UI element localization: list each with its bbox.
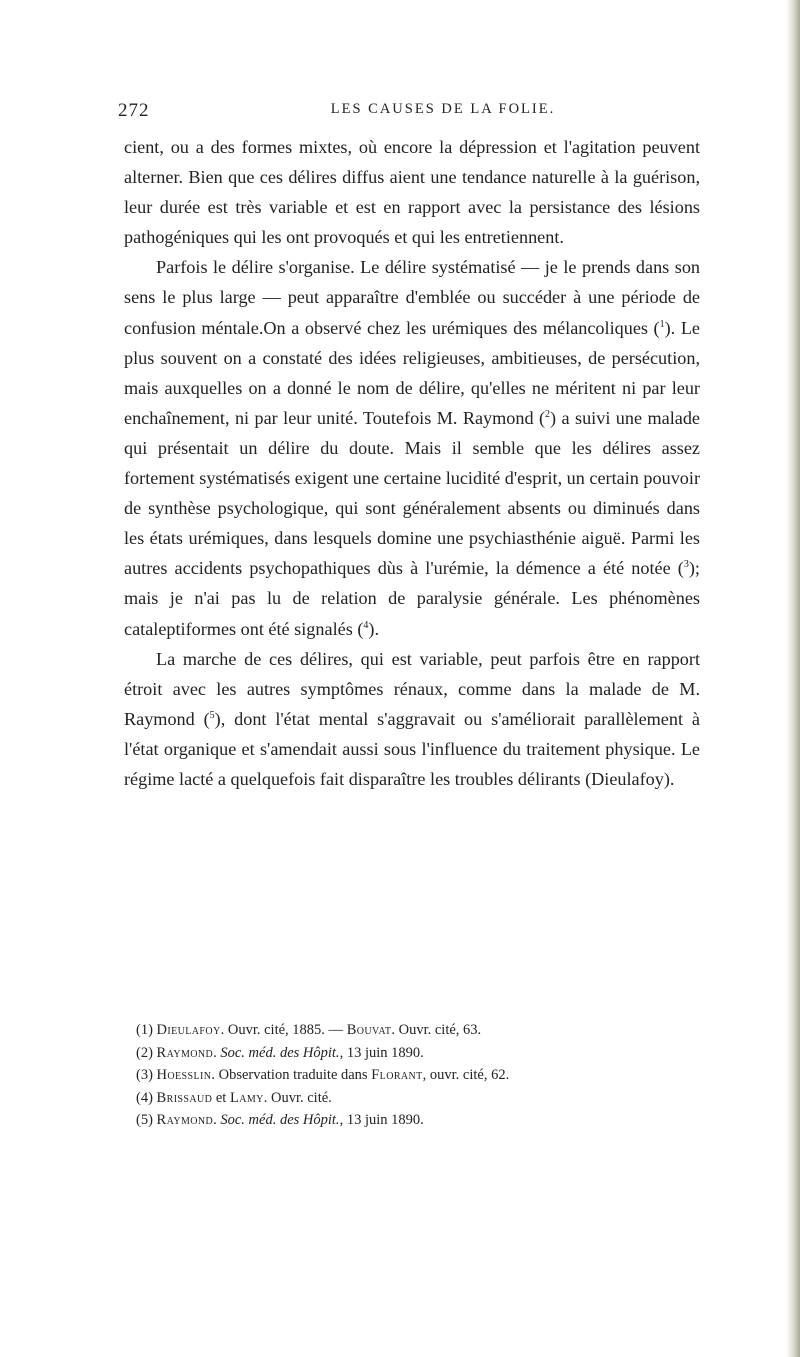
footnote-1: (1) Dieulafoy. Ouvr. cité, 1885. — Bouvat. Ouvr. cité, 63. xyxy=(136,1022,482,1038)
page-edge-shadow xyxy=(786,0,800,1357)
footnote-ref-1[interactable]: 1 xyxy=(659,318,665,330)
footnote-ref-4[interactable]: 4 xyxy=(363,619,369,631)
paragraph-2: Parfois le délire s'organise. Le délire systématisé — je le prends dans son sens le plus large — peut apparaître d'emblée ou succéder à une période de confusion méntale.On a observé chez les urémiques des mélancoliques ($^1$). Le plus souvent on a constaté des idées religieuses, ambitieuses, de persécution, mais auxquelles on a donné le nom de délire, qu'elles ne méritent ni par leur enchaînement, ni par leur unité. Toutefois M. Raymond ($^2$) a suivi une malade qui présentait un délire du doute. Mais il semble que les délires assez fortement systématisés exigent une certaine lucidité d'esprit, un certain pouvoir de synthèse psychologique, qui sont généralement absents ou diminués dans les états urémiques, dans lesquels domine une psychiasthénie aiguë. Parmi les autres accidents psychopathiques dùs à l'urémie, la démence a été notée ($^3$); mais je n'ai pas lu de relation de paralysie générale. Les phénomènes cataleptiformes ont été signalés ($^4$). xyxy=(124,257,700,639)
footnote-5: (5) Raymond. Soc. méd. des Hôpit., 13 juin 1890. xyxy=(136,1112,424,1129)
body-text xyxy=(124,132,700,794)
page-header xyxy=(118,100,698,124)
footnote-ref-2[interactable]: 2 xyxy=(545,408,551,420)
footnotes xyxy=(136,1019,696,1132)
paragraph-3: La marche de ces délires, qui est variable, peut parfois être en rapport étroit avec les autres symptômes rénaux, comme dans la malade de M. Raymond ($^5$), dont l'état mental s'aggravait ou s'améliorait parallèlement à l'état organique et s'amendait aussi sous l'influence du traitement physique. Le régime lacté a quelquefois fait disparaître les troubles délirants (Dieulafoy). xyxy=(124,648,700,789)
footnote-3: (3) Hoesslin. Observation traduite dans Florant, ouvr. cité, 62. xyxy=(136,1067,510,1084)
page-number: 272 xyxy=(118,100,150,121)
footnote-ref-5[interactable]: 5 xyxy=(209,709,215,721)
paragraph-1: cient, ou a des formes mixtes, où encore la dépression et l'agitation peuvent alterner. Bien que ces délires diffus aient une tendance naturelle à la guérison, leur durée est très variable et est en rapport avec la persistance des lésions pathogéniques qui les ont provoqués et qui les entretiennent. xyxy=(124,137,700,248)
footnote-2: (2) Raymond. Soc. méd. des Hôpit., 13 juin 1890. xyxy=(136,1044,424,1061)
footnote-ref-3[interactable]: 3 xyxy=(683,559,689,571)
running-head: LES CAUSES DE LA FOLIE. xyxy=(330,101,556,117)
footnote-4: (4) Brissaud et Lamy. Ouvr. cité. xyxy=(136,1089,332,1106)
